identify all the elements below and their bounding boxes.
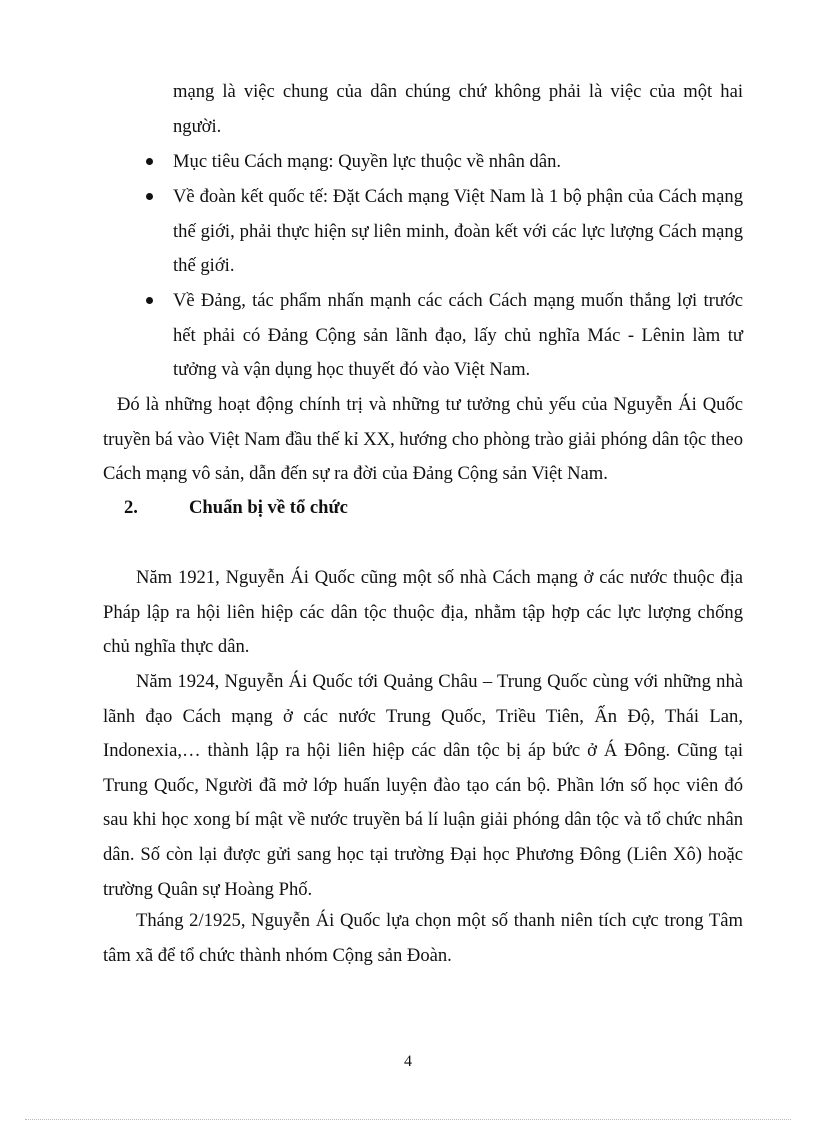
bullet-dot-icon — [146, 158, 153, 165]
summary-paragraph: Đó là những hoạt động chính trị và những tư tưởng chủ yếu của Nguyễn Ái Quốc truyền bá vào Việt Nam đầu thế kỉ XX, hướng cho phòng trào giải phóng dân tộc theo Cách mạng vô sản, dẫn đến sự ra đời của Đảng Cộng sản Việt Nam. — [103, 394, 743, 485]
bullet-item — [173, 284, 743, 388]
bullet-dot-icon — [146, 193, 153, 200]
bullet-text: Về đoàn kết quốc tế: Đặt Cách mạng Việt Nam là 1 bộ phận của Cách mạng thế giới, phải thực hiện sự liên minh, đoàn kết với các lực lượng Cách mạng thế giới. — [173, 186, 743, 277]
bullet-item — [173, 145, 743, 180]
continuation-text: mạng là việc chung của dân chúng chứ không phải là việc của một hai người. — [173, 81, 743, 137]
bullet-text: Mục tiêu Cách mạng: Quyền lực thuộc về nhân dân. — [173, 151, 562, 172]
bullet-text: Về Đảng, tác phẩm nhấn mạnh các cách Cách mạng muốn thắng lợi trước hết phải có Đảng Cộng sản lãnh đạo, lấy chủ nghĩa Mác - Lênin làm tư tưởng và vận dụng học thuyết đó vào Việt Nam. — [173, 290, 743, 381]
bullet-dot-icon — [146, 297, 153, 304]
body-paragraph: Năm 1924, Nguyễn Ái Quốc tới Quảng Châu – Trung Quốc cùng với những nhà lãnh đạo Cách mạng ở các nước Trung Quốc, Triều Tiên, Ấn Độ, Thái Lan, Indonexia,… thành lập ra hội liên hiệp các dân tộc bị áp bức ở Á Đông. Cũng tại Trung Quốc, Người đã mở lớp huấn luyện đào tạo cán bộ. Phần lớn số học viên đó sau khi học xong bí mật về nước truyền bá lí luận giải phóng dân tộc và tổ chức nhân dân. Số còn lại được gửi sang học tại trường Đại học Phương Đông (Liên Xô) hoặc trường Quân sự Hoàng Phố. — [103, 671, 743, 900]
page-bottom-divider — [25, 1119, 791, 1120]
bullet-item — [173, 180, 743, 284]
body-paragraph: Tháng 2/1925, Nguyễn Ái Quốc lựa chọn một số thanh niên tích cực trong Tâm tâm xã để tổ chức thành nhóm Cộng sản Đoàn. — [103, 910, 743, 966]
body-paragraph: Năm 1921, Nguyễn Ái Quốc cũng một số nhà Cách mạng ở các nước thuộc địa Pháp lập ra hội liên hiệp các dân tộc thuộc địa, nhằm tập hợp các lực lượng chống chủ nghĩa thực dân. — [103, 567, 743, 658]
page-number: 4 — [404, 1053, 412, 1070]
section-title: Chuẩn bị về tổ chức — [189, 497, 348, 518]
section-number: 2. — [124, 497, 138, 518]
